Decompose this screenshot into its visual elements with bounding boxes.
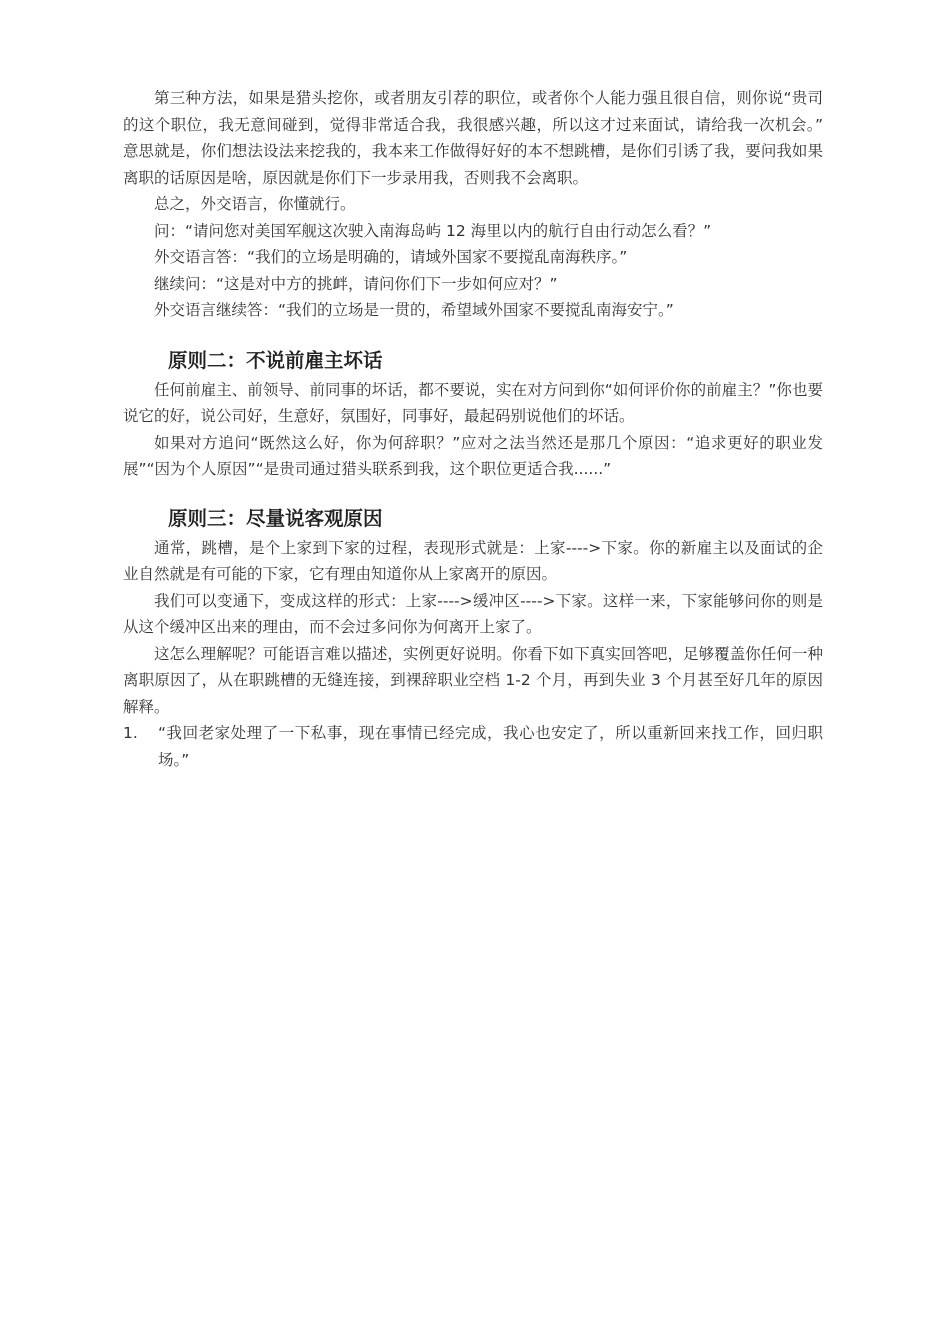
list-item-text: “我回老家处理了一下私事，现在事情已经完成，我心也安定了，所以重新回来找工作，回归职场。” xyxy=(158,724,823,769)
list-item xyxy=(123,720,823,773)
paragraph: 总之，外交语言，你懂就行。 xyxy=(154,195,356,213)
paragraph: 第三种方法，如果是猎头挖你，或者朋友引荐的职位，或者你个人能力强且很自信，则你说“贵司的这个职位，我无意间碰到，觉得非常适合我，我很感兴趣，所以这才过来面试，请给我一次机会。” 意思就是，你们想法设法来挖我的，我本来工作做得好好的本不想跳槽，是你们引诱了我，要问我如果离职的话原因是啥，原因就是你们下一步录用我，否则我不会离职。 xyxy=(123,89,823,187)
document-page xyxy=(123,85,823,773)
section-heading-principle-3: 原则三：尽量说客观原因 xyxy=(168,506,383,530)
paragraph: 问：“请问您对美国军舰这次驶入南海岛屿 12 海里以内的航行自由行动怎么看？” xyxy=(154,221,712,240)
list-number: 1. xyxy=(123,724,138,742)
paragraph: 我们可以变通下，变成这样的形式：上家---->缓冲区---->下家。这样一来，下家能够问你的则是从这个缓冲区出来的理由，而不会过多问你为何离开上家了。 xyxy=(123,591,823,636)
section-heading-principle-2: 原则二：不说前雇主坏话 xyxy=(168,348,383,372)
paragraph: 如果对方追问“既然这么好，你为何辞职？”应对之法当然还是那几个原因：“追求更好的职业发展”“因为个人原因”“是贵司通过猎头联系到我，这个职位更适合我......” xyxy=(123,433,823,478)
paragraph: 通常，跳槽，是个上家到下家的过程，表现形式就是：上家---->下家。你的新雇主以及面试的企业自然就是有可能的下家，它有理由知道你从上家离开的原因。 xyxy=(123,538,823,583)
paragraph: 这怎么理解呢？可能语言难以描述，实例更好说明。你看下如下真实回答吧，足够覆盖你任何一种离职原因了，从在职跳槽的无缝连接，到裸辞职业空档 1-2 个月，再到失业 3 个月甚至好几年的原因解释。 xyxy=(123,644,823,716)
paragraph: 外交语言答：“我们的立场是明确的，请域外国家不要搅乱南海秩序。” xyxy=(154,248,628,266)
paragraph: 外交语言继续答：“我们的立场是一贯的，希望域外国家不要搅乱南海安宁。” xyxy=(154,301,674,319)
paragraph: 继续问：“这是对中方的挑衅，请问你们下一步如何应对？” xyxy=(154,274,558,293)
paragraph: 任何前雇主、前领导、前同事的坏话，都不要说，实在对方问到你“如何评价你的前雇主？”你也要说它的好，说公司好，生意好，氛围好，同事好，最起码别说他们的坏话。 xyxy=(123,380,823,425)
